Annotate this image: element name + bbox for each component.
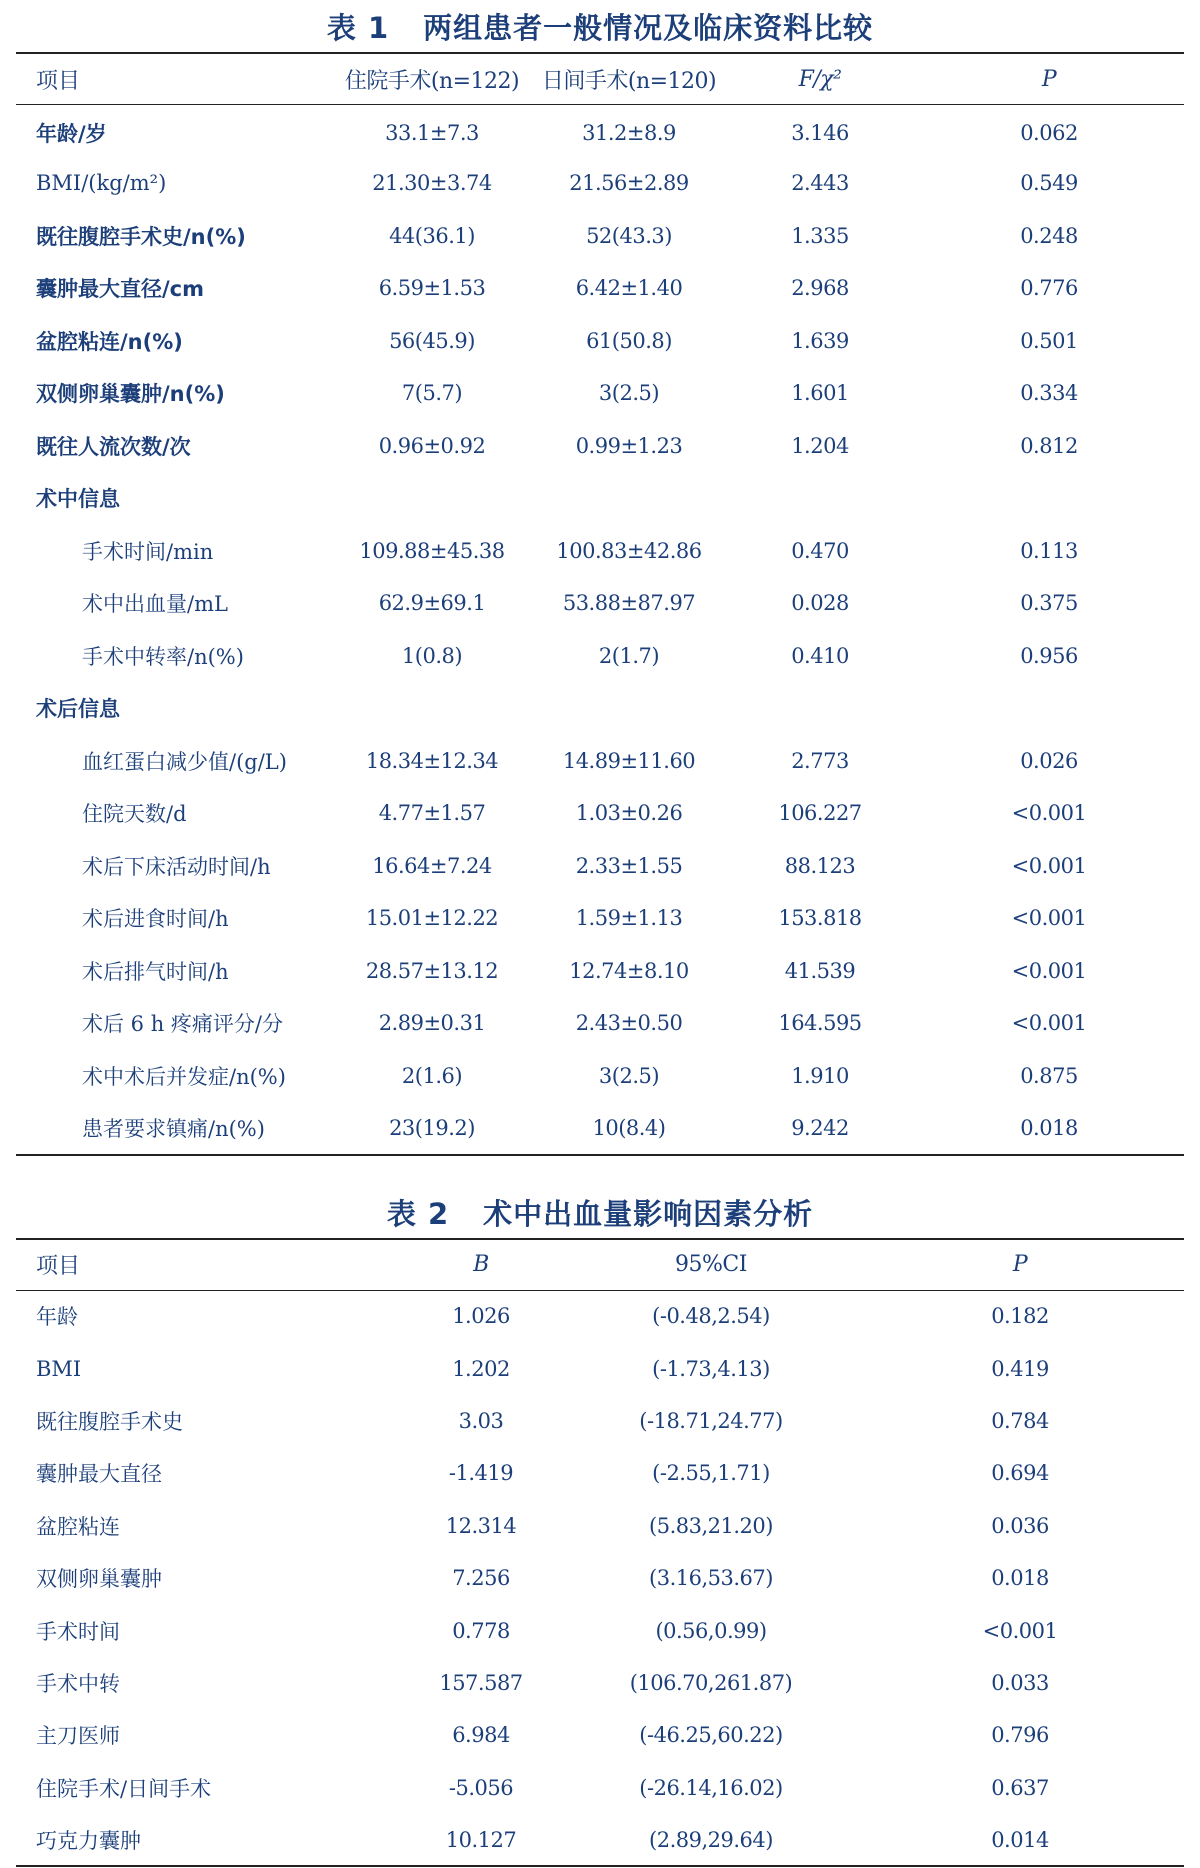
table1-header-p: P — [1041, 66, 1057, 92]
table2-header-row — [16, 1239, 1184, 1291]
cell-value: (-46.25,60.22) — [639, 1723, 783, 1748]
table1 — [16, 52, 1184, 1156]
cell-value: 0.028 — [791, 591, 849, 616]
table-row — [16, 472, 1184, 525]
table-row — [16, 420, 1184, 473]
cell-value: 18.34±12.34 — [365, 748, 499, 773]
row-label: BMI — [36, 1356, 82, 1381]
cell-value: (106.70,261.87) — [629, 1670, 793, 1695]
table1-body — [16, 105, 1184, 1155]
table-row — [16, 1395, 1184, 1447]
cell-value: (-18.71,24.77) — [639, 1408, 783, 1433]
cell-value: 0.018 — [991, 1566, 1049, 1591]
cell-value — [332, 472, 532, 525]
row-label: 术中信息 — [36, 487, 120, 512]
row-label: 年龄/岁 — [36, 122, 107, 146]
cell-value: 0.501 — [1020, 328, 1078, 353]
cell-value: 0.96±0.92 — [378, 433, 486, 458]
cell-value: 0.875 — [1020, 1063, 1078, 1088]
cell-value: <0.001 — [1011, 853, 1087, 878]
cell-value: 10.127 — [445, 1827, 517, 1852]
row-label: 盆腔粘连 — [36, 1514, 120, 1539]
document-page — [16, 0, 1184, 1867]
cell-value: 1.026 — [452, 1304, 510, 1329]
table-row — [16, 1709, 1184, 1761]
cell-value: 4.77±1.57 — [378, 801, 486, 826]
table-row — [16, 1500, 1184, 1552]
cell-value: <0.001 — [1011, 801, 1087, 826]
table-row — [16, 1657, 1184, 1709]
row-label: 手术中转 — [36, 1671, 120, 1696]
cell-value: 10(8.4) — [592, 1115, 666, 1140]
cell-value: 14.89±11.60 — [562, 748, 696, 773]
cell-value: 88.123 — [784, 853, 856, 878]
cell-value: 21.56±2.89 — [569, 171, 689, 196]
row-label: 年龄 — [36, 1305, 78, 1330]
cell-value: 6.984 — [452, 1723, 510, 1748]
cell-value: -5.056 — [448, 1775, 514, 1800]
cell-value: 2.968 — [791, 276, 849, 301]
cell-value — [532, 682, 726, 735]
table2-title-text: 术中出血量影响因素分析 — [483, 1196, 814, 1231]
cell-value: 1.335 — [791, 223, 849, 248]
cell-value: 44(36.1) — [389, 223, 475, 248]
cell-value: 0.248 — [1020, 223, 1078, 248]
cell-value — [726, 472, 914, 525]
cell-value: 61(50.8) — [586, 328, 672, 353]
cell-value: 0.014 — [991, 1827, 1049, 1852]
cell-value: 0.784 — [991, 1408, 1049, 1433]
row-label: 术中术后并发症/n(%) — [82, 1064, 286, 1089]
cell-value: 0.018 — [1020, 1115, 1078, 1140]
row-label: 既往腹腔手术史/n(%) — [36, 224, 246, 249]
table-row — [16, 892, 1184, 945]
cell-value: 21.30±3.74 — [372, 171, 492, 196]
table-row — [16, 525, 1184, 578]
row-label: 手术时间/min — [82, 539, 214, 564]
row-label: 巧克力囊肿 — [36, 1828, 141, 1853]
cell-value: 2.43±0.50 — [575, 1011, 683, 1036]
table-row — [16, 682, 1184, 735]
table2-header-b: B — [473, 1252, 489, 1277]
cell-value: 1.910 — [791, 1063, 849, 1088]
table1-header-row — [16, 53, 1184, 105]
table1-title-text: 两组患者一般情况及临床资料比较 — [423, 11, 874, 45]
table-row — [16, 1342, 1184, 1394]
cell-value: 23(19.2) — [389, 1115, 475, 1140]
row-label: 血红蛋白减少值/(g/L) — [82, 749, 287, 774]
cell-value: 0.796 — [991, 1723, 1049, 1748]
cell-value: <0.001 — [1011, 906, 1087, 931]
table2-header-ci: 95%CI — [675, 1252, 747, 1277]
cell-value: 3(2.5) — [598, 381, 660, 406]
table-row — [16, 157, 1184, 210]
row-label: 患者要求镇痛/n(%) — [82, 1116, 265, 1141]
cell-value: 0.036 — [991, 1513, 1049, 1538]
table1-header-stat: F/χ² — [798, 66, 842, 92]
table1-header-daycase: 日间手术(n=120) — [541, 68, 717, 94]
row-label: 双侧卵巢囊肿 — [36, 1567, 162, 1592]
cell-value: 7.256 — [452, 1566, 510, 1591]
cell-value: (-1.73,4.13) — [652, 1356, 770, 1381]
cell-value: 52(43.3) — [586, 223, 672, 248]
table-row — [16, 997, 1184, 1050]
row-label: 住院手术/日间手术 — [36, 1776, 212, 1801]
cell-value: (-2.55,1.71) — [652, 1461, 770, 1486]
row-label: 囊肿最大直径/cm — [36, 277, 204, 302]
table1-title — [16, 0, 1184, 52]
table-row — [16, 1762, 1184, 1814]
cell-value: 0.410 — [791, 643, 849, 668]
cell-value: 33.1±7.3 — [385, 121, 479, 145]
cell-value: 2.443 — [791, 171, 849, 196]
cell-value: 100.83±42.86 — [556, 538, 702, 563]
cell-value: 0.812 — [1020, 433, 1078, 458]
table1-number: 表 1 — [326, 11, 390, 45]
table-row — [16, 787, 1184, 840]
cell-value: 1.59±1.13 — [575, 906, 683, 931]
cell-value: 3.03 — [458, 1408, 504, 1433]
cell-value: 0.956 — [1020, 643, 1078, 668]
cell-value: 1.639 — [791, 328, 849, 353]
table2-title — [16, 1186, 1184, 1238]
cell-value: 9.242 — [791, 1115, 849, 1140]
cell-value: (2.89,29.64) — [649, 1827, 773, 1852]
cell-value: 2(1.6) — [401, 1063, 463, 1088]
cell-value: 1.601 — [791, 381, 849, 406]
cell-value: 7(5.7) — [401, 381, 463, 406]
cell-value: (0.56,0.99) — [655, 1618, 767, 1643]
cell-value: 16.64±7.24 — [372, 853, 492, 878]
cell-value: 12.74±8.10 — [569, 958, 689, 983]
row-label: BMI/(kg/m²) — [36, 171, 167, 196]
cell-value: 28.57±13.12 — [365, 958, 499, 983]
cell-value: 0.470 — [791, 538, 849, 563]
cell-value: 3.146 — [791, 121, 849, 145]
table-row — [16, 1102, 1184, 1155]
cell-value: 0.375 — [1020, 591, 1078, 616]
table-row — [16, 1814, 1184, 1866]
cell-value: 2(1.7) — [598, 643, 660, 668]
row-label: 双侧卵巢囊肿/n(%) — [36, 382, 225, 407]
table-row — [16, 315, 1184, 368]
cell-value: 41.539 — [784, 958, 856, 983]
cell-value: 62.9±69.1 — [378, 591, 486, 616]
table-row — [16, 840, 1184, 893]
cell-value — [914, 682, 1184, 735]
cell-value: 0.549 — [1020, 171, 1078, 196]
row-label: 盆腔粘连/n(%) — [36, 329, 183, 354]
cell-value: (-26.14,16.02) — [639, 1775, 783, 1800]
table2-number: 表 2 — [386, 1196, 450, 1231]
cell-value: 0.182 — [991, 1304, 1049, 1329]
table2 — [16, 1238, 1184, 1868]
cell-value: 31.2±8.9 — [582, 121, 676, 145]
cell-value: (3.16,53.67) — [649, 1566, 773, 1591]
cell-value: 109.88±45.38 — [359, 538, 505, 563]
cell-value: 0.694 — [991, 1461, 1049, 1486]
cell-value — [914, 472, 1184, 525]
table1-header-inpatient: 住院手术(n=122) — [344, 68, 520, 94]
table-row — [16, 1552, 1184, 1604]
table2-header-p: P — [1012, 1252, 1028, 1277]
cell-value: 0.026 — [1020, 748, 1078, 773]
table-row — [16, 1447, 1184, 1499]
table2-header-item: 项目 — [36, 1254, 81, 1279]
table-row — [16, 1050, 1184, 1103]
cell-value — [532, 472, 726, 525]
row-label: 术后 6 h 疼痛评分/分 — [82, 1012, 283, 1037]
cell-value: 2.773 — [791, 748, 849, 773]
cell-value: <0.001 — [1011, 958, 1087, 983]
cell-value: 0.033 — [991, 1670, 1049, 1695]
row-label: 术后下床活动时间/h — [82, 854, 271, 879]
row-label: 既往腹腔手术史 — [36, 1409, 183, 1434]
cell-value: 0.99±1.23 — [575, 433, 683, 458]
cell-value: 3(2.5) — [598, 1063, 660, 1088]
row-label: 囊肿最大直径 — [36, 1462, 162, 1487]
table2-body — [16, 1290, 1184, 1866]
row-label: 术后信息 — [36, 697, 120, 722]
table-row — [16, 1604, 1184, 1656]
cell-value: 56(45.9) — [389, 328, 475, 353]
table-row — [16, 577, 1184, 630]
table1-header-item: 项目 — [36, 68, 81, 94]
cell-value: 0.334 — [1020, 381, 1078, 406]
cell-value — [332, 682, 532, 735]
table-row — [16, 210, 1184, 263]
row-label: 术中出血量/mL — [82, 592, 228, 617]
table-row — [16, 262, 1184, 315]
cell-value: 2.89±0.31 — [378, 1011, 486, 1036]
cell-value: (-0.48,2.54) — [652, 1304, 770, 1329]
row-label: 主刀医师 — [36, 1724, 120, 1749]
cell-value: 0.637 — [991, 1775, 1049, 1800]
cell-value: 0.062 — [1020, 121, 1078, 145]
cell-value: 6.59±1.53 — [378, 276, 486, 301]
cell-value: 12.314 — [445, 1513, 517, 1538]
cell-value: 15.01±12.22 — [365, 906, 499, 931]
cell-value: 2.33±1.55 — [575, 853, 683, 878]
cell-value: 1(0.8) — [401, 643, 463, 668]
cell-value: (5.83,21.20) — [649, 1513, 773, 1538]
table-row — [16, 1290, 1184, 1342]
cell-value: <0.001 — [1011, 1011, 1087, 1036]
row-label: 手术中转率/n(%) — [82, 644, 244, 669]
cell-value — [726, 682, 914, 735]
cell-value: 157.587 — [439, 1670, 523, 1695]
cell-value: 0.419 — [991, 1356, 1049, 1381]
cell-value: 0.113 — [1020, 538, 1078, 563]
cell-value: 0.776 — [1020, 276, 1078, 301]
cell-value: <0.001 — [982, 1618, 1058, 1643]
table-row — [16, 105, 1184, 158]
cell-value: 0.778 — [452, 1618, 510, 1643]
cell-value: 53.88±87.97 — [562, 591, 696, 616]
row-label: 既往人流次数/次 — [36, 434, 191, 459]
cell-value: 1.202 — [452, 1356, 510, 1381]
row-label: 手术时间 — [36, 1619, 120, 1644]
cell-value: 6.42±1.40 — [575, 276, 683, 301]
row-label: 术后进食时间/h — [82, 907, 229, 932]
cell-value: 1.204 — [791, 433, 849, 458]
cell-value: 164.595 — [778, 1011, 862, 1036]
table-row — [16, 735, 1184, 788]
row-label: 住院天数/d — [82, 802, 187, 827]
table-row — [16, 630, 1184, 683]
cell-value: -1.419 — [448, 1461, 514, 1486]
cell-value: 153.818 — [778, 906, 862, 931]
cell-value: 106.227 — [778, 801, 862, 826]
row-label: 术后排气时间/h — [82, 959, 229, 984]
table-row — [16, 945, 1184, 998]
table-row — [16, 367, 1184, 420]
cell-value: 1.03±0.26 — [575, 801, 683, 826]
